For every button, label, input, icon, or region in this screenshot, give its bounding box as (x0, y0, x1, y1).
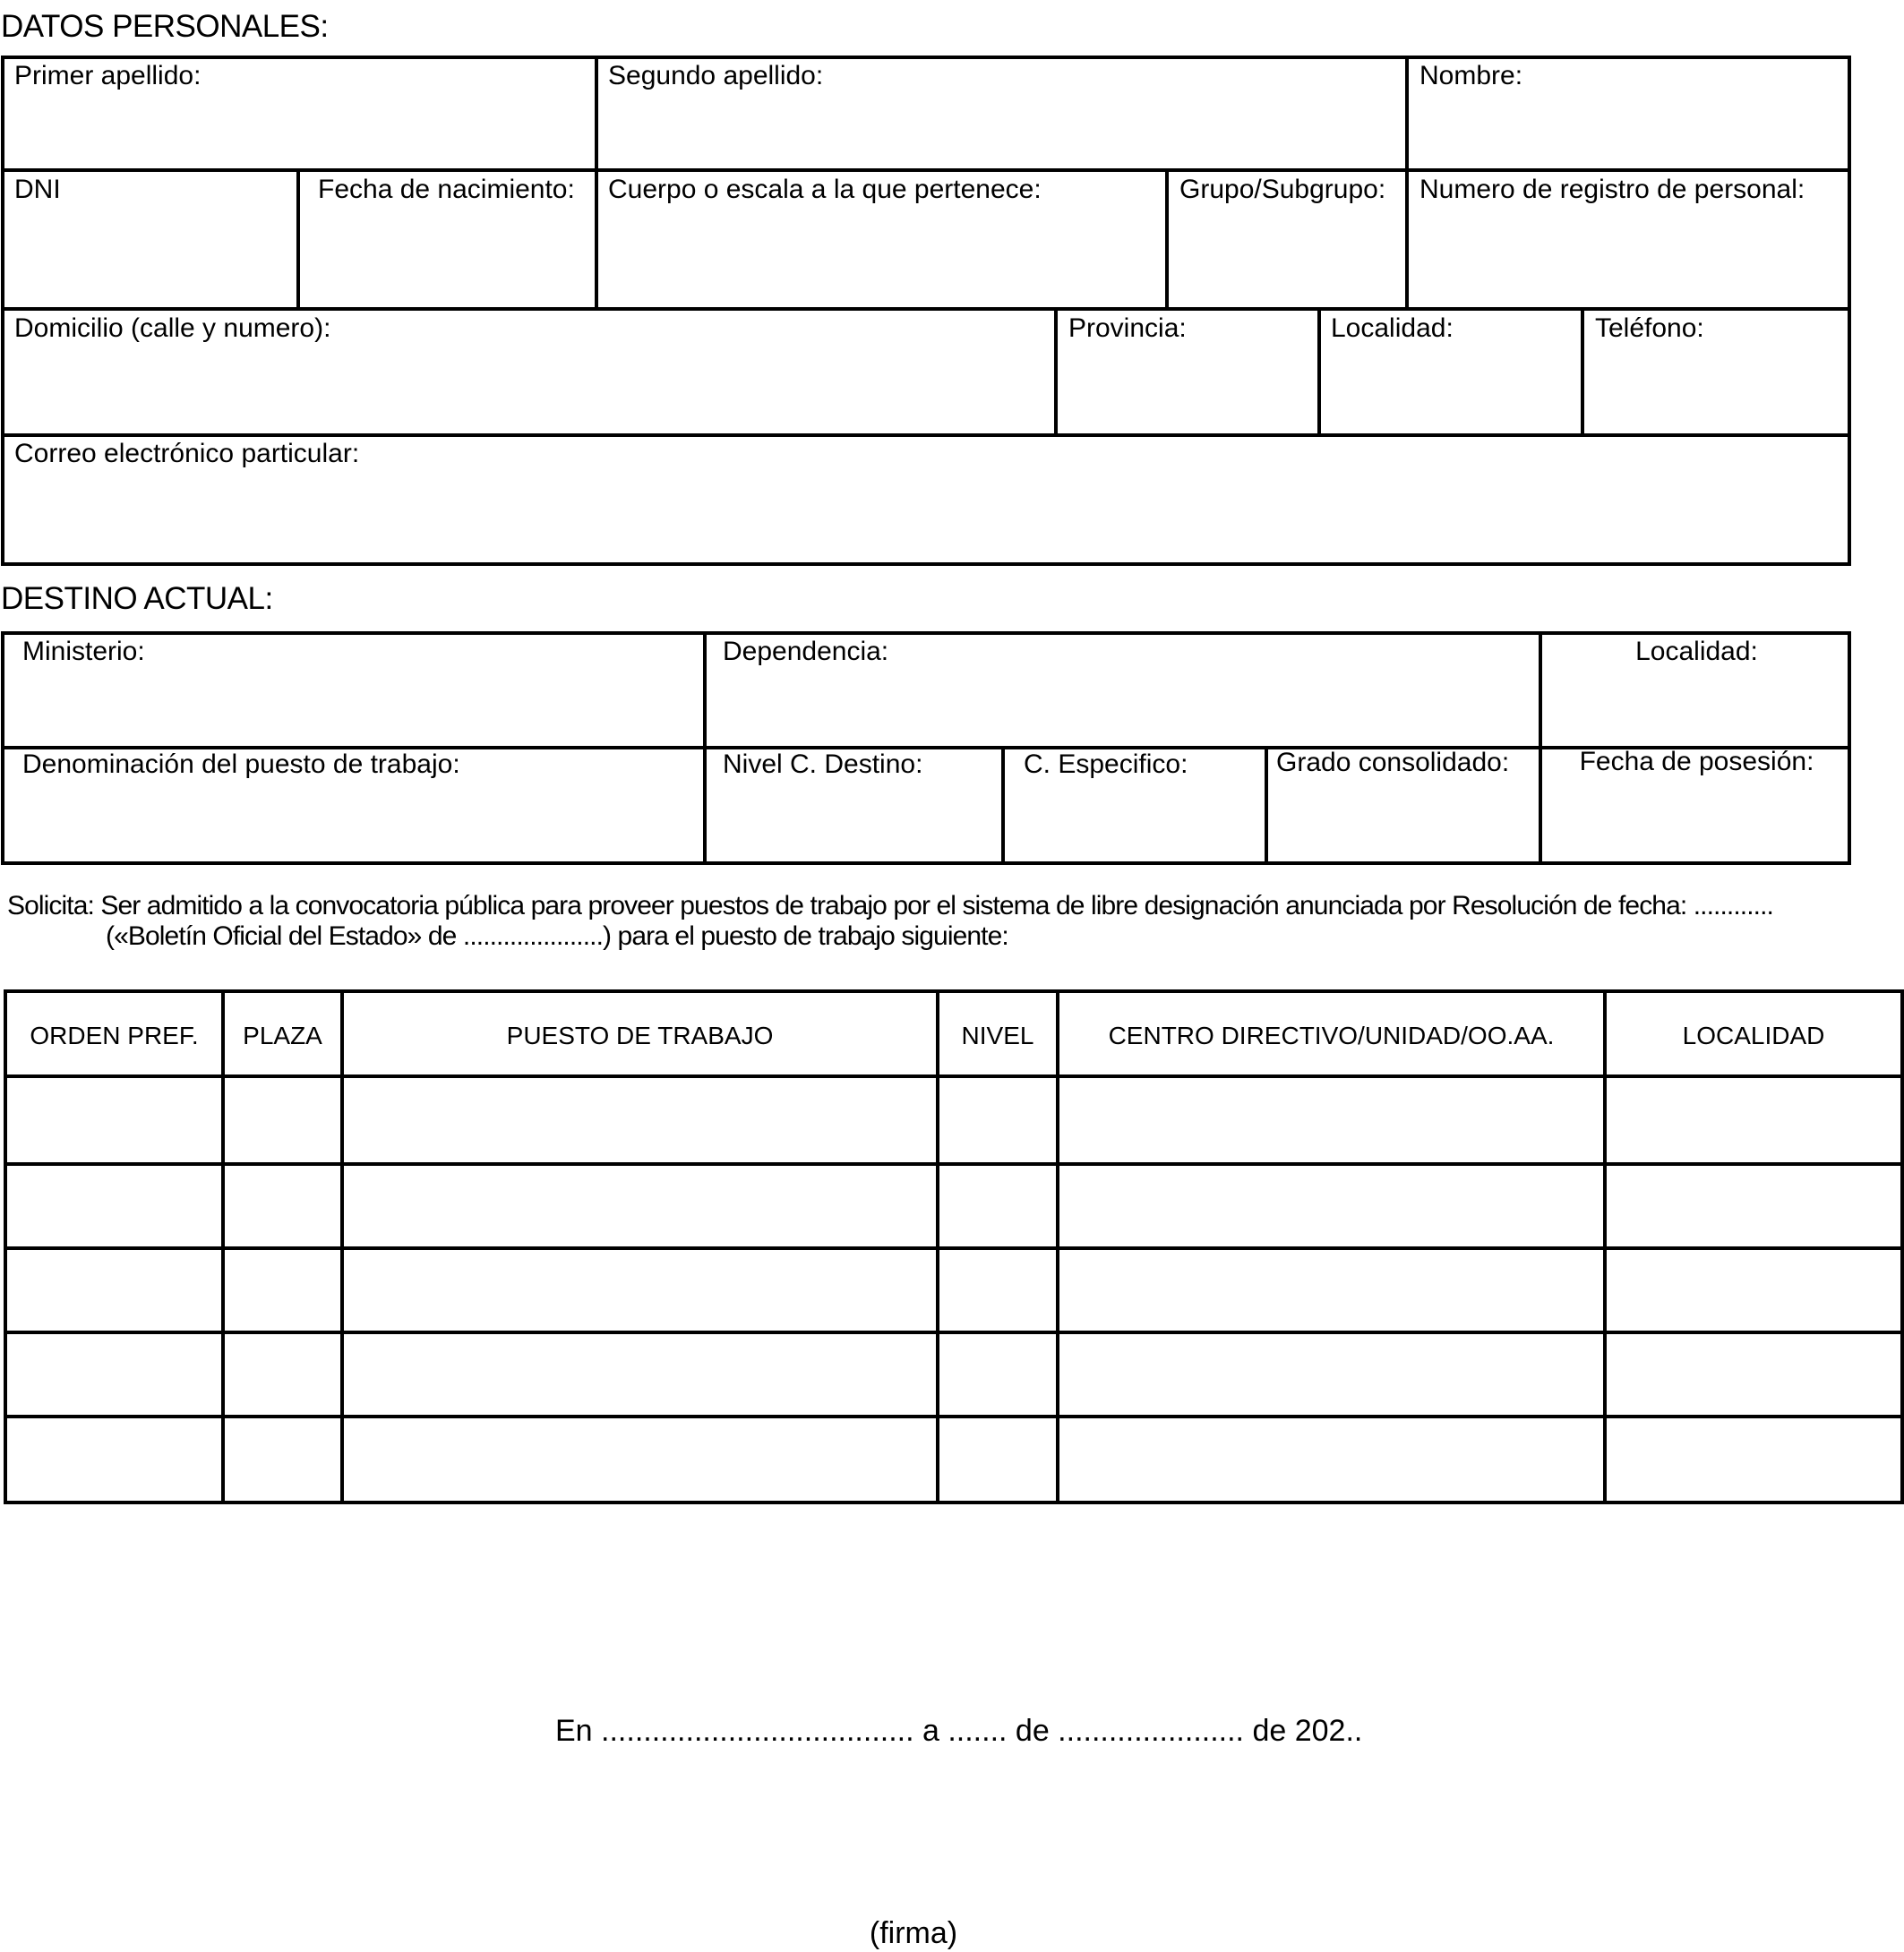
correo-electronico-field[interactable]: Correo electrónico particular: (14, 439, 360, 468)
localidad-field[interactable]: Localidad: (1331, 313, 1454, 343)
section-title-destino: DESTINO ACTUAL: (1, 581, 273, 616)
col-divider (595, 56, 598, 309)
cuerpo-escala-field[interactable]: Cuerpo o escala a la que pertenece: (608, 175, 1042, 204)
domicilio-field[interactable]: Domicilio (calle y numero): (14, 313, 331, 343)
solicita-line-1: Solicita: Ser admitido a la convocatoria pública para proveer puestos de trabajo por el sistema de libre designación anunciada por Resolución de fecha: ............ (7, 891, 1773, 920)
complemento-especifico-field[interactable]: C. Especifico: (1024, 749, 1188, 779)
col-header-plaza: PLAZA (243, 1022, 322, 1049)
provincia-field[interactable]: Provincia: (1068, 313, 1187, 343)
col-header-puesto-trabajo: PUESTO DE TRABAJO (506, 1022, 774, 1049)
col-divider (1581, 307, 1584, 435)
registro-personal-field[interactable]: Numero de registro de personal: (1419, 175, 1805, 204)
grado-consolidado-field[interactable]: Grado consolidado: (1276, 748, 1510, 777)
dependencia-field[interactable]: Dependencia: (723, 637, 889, 666)
col-header-orden-pref: ORDEN PREF. (30, 1022, 199, 1049)
personal-data-form (1, 56, 1851, 566)
col-divider (1317, 307, 1321, 435)
col-divider (703, 631, 707, 865)
nivel-destino-field[interactable]: Nivel C. Destino: (723, 749, 923, 779)
table-row[interactable] (7, 1250, 1900, 1331)
col-header-localidad: LOCALIDAD (1682, 1022, 1825, 1049)
section-title-personal: DATOS PERSONALES: (1, 9, 329, 44)
firma-label: (firma) (869, 1916, 958, 1950)
segundo-apellido-field[interactable]: Segundo apellido: (608, 61, 824, 90)
grupo-subgrupo-field[interactable]: Grupo/Subgrupo: (1179, 175, 1386, 204)
fecha-nacimiento-field[interactable]: Fecha de nacimiento: (318, 175, 575, 204)
col-header-nivel: NIVEL (961, 1022, 1034, 1049)
table-row[interactable] (7, 1334, 1900, 1415)
table-row[interactable] (7, 1078, 1900, 1162)
row-divider (1, 168, 1851, 172)
denominacion-puesto-field[interactable]: Denominación del puesto de trabajo: (22, 749, 460, 779)
nombre-field[interactable]: Nombre: (1419, 61, 1523, 90)
date-place-line[interactable]: En ..................................... a ....... de ...................... de 202.. (555, 1714, 1363, 1748)
row-divider (1, 433, 1851, 437)
col-divider (1265, 746, 1268, 865)
col-divider (1405, 56, 1409, 309)
col-divider (1165, 168, 1169, 309)
telefono-field[interactable]: Teléfono: (1595, 313, 1704, 343)
table-row[interactable] (7, 1166, 1900, 1246)
dni-field[interactable]: DNI (14, 175, 61, 204)
col-header-centro-directivo: CENTRO DIRECTIVO/UNIDAD/OO.AA. (1108, 1022, 1555, 1049)
table-row[interactable] (7, 1418, 1900, 1501)
col-divider (1054, 307, 1058, 435)
ministerio-field[interactable]: Ministerio: (22, 637, 145, 666)
fecha-posesion-field[interactable]: Fecha de posesión: (1579, 747, 1814, 776)
solicita-line-2: («Boletín Oficial del Estado» de .....................) para el puesto de trabajo siguiente: (106, 921, 1008, 951)
row-divider (1, 307, 1851, 311)
col-divider (1001, 746, 1005, 865)
primer-apellido-field[interactable]: Primer apellido: (14, 61, 202, 90)
destino-localidad-field[interactable]: Localidad: (1635, 637, 1758, 666)
col-divider (296, 168, 300, 309)
